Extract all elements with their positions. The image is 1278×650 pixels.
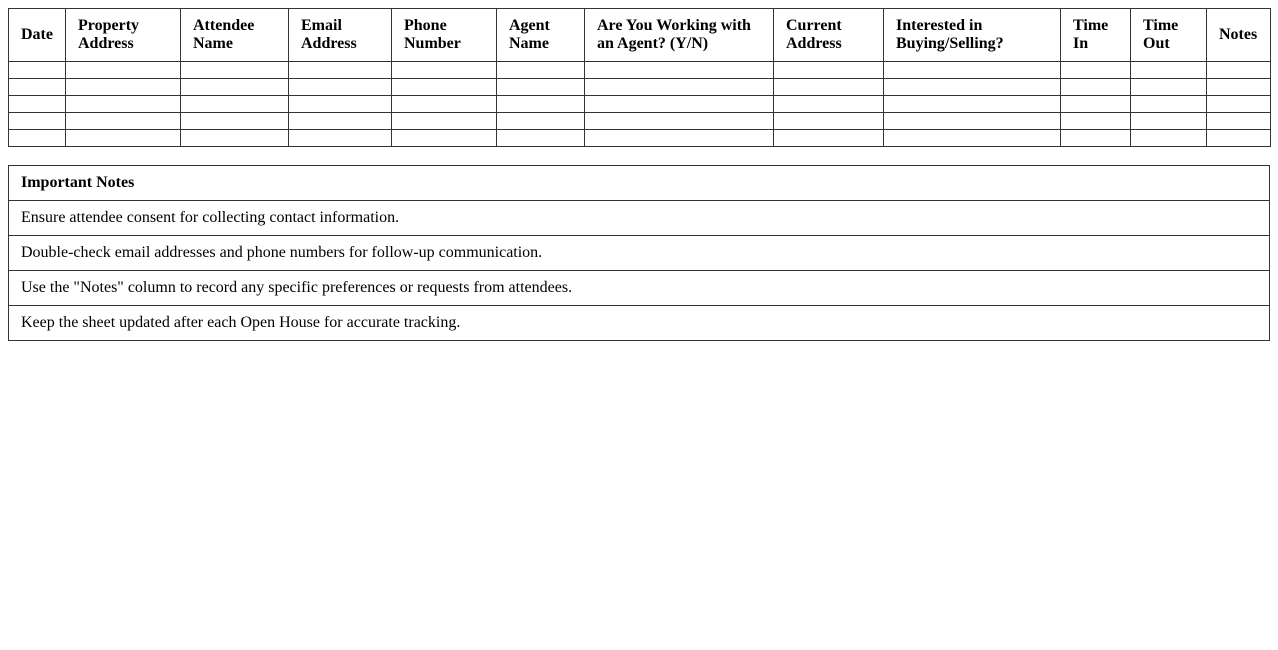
- table-cell[interactable]: [497, 130, 585, 147]
- table-cell[interactable]: [392, 96, 497, 113]
- table-cell[interactable]: [66, 79, 181, 96]
- table-cell[interactable]: [585, 96, 774, 113]
- table-cell[interactable]: [181, 62, 289, 79]
- table-cell[interactable]: [1131, 113, 1207, 130]
- table-cell[interactable]: [289, 79, 392, 96]
- sign-in-sheet-table: [8, 8, 1271, 147]
- table-cell[interactable]: [181, 113, 289, 130]
- column-header-time-out: Time Out: [1131, 9, 1207, 62]
- note-item: Keep the sheet updated after each Open House for accurate tracking.: [9, 306, 1270, 341]
- table-cell[interactable]: [774, 79, 884, 96]
- column-header-working-with-agent: Are You Working with an Agent? (Y/N): [585, 9, 774, 62]
- table-cell[interactable]: [884, 79, 1061, 96]
- table-cell[interactable]: [392, 130, 497, 147]
- table-cell[interactable]: [774, 96, 884, 113]
- table-cell[interactable]: [1131, 130, 1207, 147]
- table-cell[interactable]: [392, 113, 497, 130]
- table-cell[interactable]: [585, 113, 774, 130]
- table-cell[interactable]: [9, 79, 66, 96]
- table-cell[interactable]: [774, 62, 884, 79]
- table-cell[interactable]: [66, 130, 181, 147]
- note-item: Use the "Notes" column to record any specific preferences or requests from attendees.: [9, 271, 1270, 306]
- table-cell[interactable]: [66, 96, 181, 113]
- table-cell[interactable]: [1061, 62, 1131, 79]
- note-item: Double-check email addresses and phone numbers for follow-up communication.: [9, 236, 1270, 271]
- table-cell[interactable]: [884, 130, 1061, 147]
- table-cell[interactable]: [1131, 79, 1207, 96]
- notes-title: Important Notes: [9, 166, 1270, 201]
- column-header-email-address: Email Address: [289, 9, 392, 62]
- table-cell[interactable]: [66, 62, 181, 79]
- table-cell[interactable]: [585, 79, 774, 96]
- table-cell[interactable]: [289, 130, 392, 147]
- table-row: [9, 130, 1271, 147]
- table-cell[interactable]: [1207, 96, 1271, 113]
- column-header-interested-buying-selling: Interested in Buying/Selling?: [884, 9, 1061, 62]
- column-header-current-address: Current Address: [774, 9, 884, 62]
- table-cell[interactable]: [1131, 62, 1207, 79]
- column-header-time-in: Time In: [1061, 9, 1131, 62]
- table-cell[interactable]: [1061, 79, 1131, 96]
- table-cell[interactable]: [585, 62, 774, 79]
- table-cell[interactable]: [392, 79, 497, 96]
- table-cell[interactable]: [1061, 96, 1131, 113]
- table-cell[interactable]: [497, 113, 585, 130]
- table-cell[interactable]: [9, 130, 66, 147]
- table-cell[interactable]: [884, 113, 1061, 130]
- column-header-agent-name: Agent Name: [497, 9, 585, 62]
- table-cell[interactable]: [1207, 130, 1271, 147]
- table-cell[interactable]: [1207, 62, 1271, 79]
- table-cell[interactable]: [289, 96, 392, 113]
- column-header-attendee-name: Attendee Name: [181, 9, 289, 62]
- column-header-date: Date: [9, 9, 66, 62]
- table-cell[interactable]: [1207, 113, 1271, 130]
- header-row: [9, 9, 1271, 62]
- table-cell[interactable]: [1061, 113, 1131, 130]
- table-cell[interactable]: [497, 79, 585, 96]
- table-cell[interactable]: [497, 62, 585, 79]
- column-header-notes: Notes: [1207, 9, 1271, 62]
- table-cell[interactable]: [884, 96, 1061, 113]
- table-cell[interactable]: [9, 62, 66, 79]
- table-cell[interactable]: [181, 79, 289, 96]
- table-cell[interactable]: [289, 62, 392, 79]
- table-cell[interactable]: [585, 130, 774, 147]
- table-row: [9, 62, 1271, 79]
- table-cell[interactable]: [181, 96, 289, 113]
- table-cell[interactable]: [1061, 130, 1131, 147]
- table-row: [9, 96, 1271, 113]
- table-cell[interactable]: [289, 113, 392, 130]
- table-row: [9, 113, 1271, 130]
- table-row: [9, 79, 1271, 96]
- column-header-property-address: Property Address: [66, 9, 181, 62]
- table-cell[interactable]: [9, 96, 66, 113]
- table-cell[interactable]: [884, 62, 1061, 79]
- note-item: Ensure attendee consent for collecting contact information.: [9, 201, 1270, 236]
- column-header-phone-number: Phone Number: [392, 9, 497, 62]
- table-cell[interactable]: [497, 96, 585, 113]
- table-cell[interactable]: [181, 130, 289, 147]
- table-cell[interactable]: [9, 113, 66, 130]
- table-cell[interactable]: [774, 113, 884, 130]
- table-cell[interactable]: [1131, 96, 1207, 113]
- table-cell[interactable]: [392, 62, 497, 79]
- important-notes-table: [8, 165, 1270, 341]
- table-cell[interactable]: [774, 130, 884, 147]
- table-cell[interactable]: [1207, 79, 1271, 96]
- table-cell[interactable]: [66, 113, 181, 130]
